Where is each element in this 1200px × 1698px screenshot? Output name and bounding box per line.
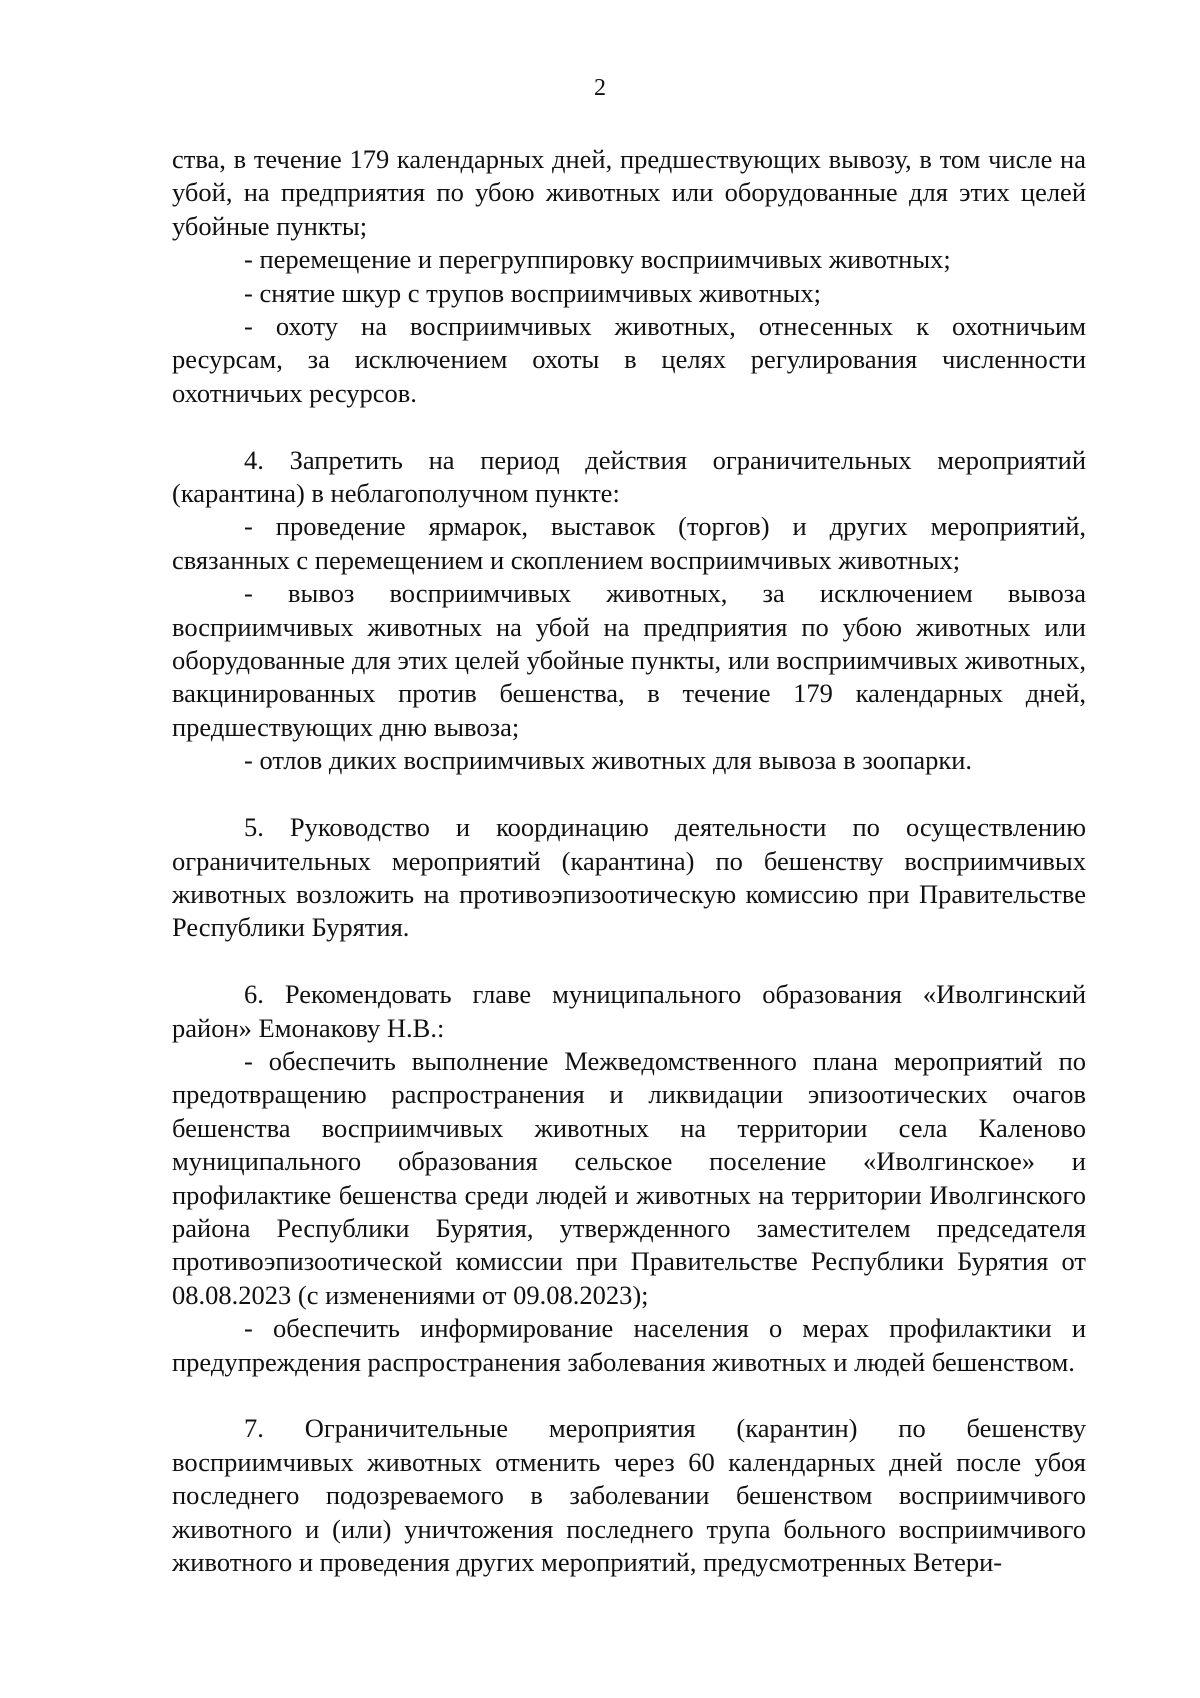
section-item-4	[172, 444, 1086, 778]
item-7-text: 7. Ограничительные мероприятия (карантин) по бешенству восприимчивых животных отменить через 60 календарных дней после убоя последнего подозреваемого в заболевании бешенством восприимчивого животного и (или) уничтожения последнего трупа больного восприимчивого животного и проведения других мероприятий, предусмотренных Ветери-	[172, 1413, 1086, 1577]
document-body	[172, 143, 1086, 1613]
section-item-6	[172, 978, 1086, 1379]
section-item-5	[172, 811, 1086, 945]
page-number: 2	[594, 75, 606, 101]
item-6-heading: 6. Рекомендовать главе муниципального образования «Иволгинский район» Емонакову Н.В.:	[172, 979, 1086, 1043]
list-item-export: - вывоз восприимчивых животных, за исключением вывоза восприимчивых животных на убой на предприятия по убою животных или оборудованные для этих целей убойные пункты, или восприимчивых животных, вакцинированных против бешенства, в течение 179 календарных дней, предшествующих дню вывоза;	[172, 578, 1086, 742]
list-item-public-information: - обеспечить информирование населения о мерах профилактики и предупреждения распространения заболевания животных и людей бешенством.	[172, 1313, 1086, 1377]
item-5-text: 5. Руководство и координацию деятельности по осуществлению ограничительных мероприятий (карантина) по бешенству восприимчивых животных возложить на противоэпизоотическую комиссию при Правительстве Республики Бурятия.	[172, 812, 1086, 943]
list-item-skinning: - снятие шкур с трупов восприимчивых животных;	[244, 277, 821, 308]
paragraph-continued-text: ства, в течение 179 календарных дней, предшествующих вывозу, в том числе на убой, на предприятия по убою животных или оборудованные для этих целей убойные пункты;	[172, 144, 1086, 241]
list-item-fairs: - проведение ярмарок, выставок (торгов) и других мероприятий, связанных с перемещением и скоплением восприимчивых животных;	[172, 511, 1086, 575]
section-item-7	[172, 1412, 1086, 1579]
list-item-relocation: - перемещение и перегруппировку восприимчивых животных;	[244, 244, 951, 275]
list-item-wild-capture: - отлов диких восприимчивых животных для вывоза в зоопарки.	[244, 745, 973, 776]
list-item-plan-execution: - обеспечить выполнение Межведомственного плана мероприятий по предотвращению распространения и ликвидации эпизоотических очагов бешенства восприимчивых животных на территории села Каленово муниципального образования сельское поселение «Иволгинское» и профилактике бешенства среди людей и животных на территории Иволгинского района Республики Бурятия, утвержденного заместителем председателя противоэпизоотической комиссии при Правительстве Республики Бурятия от 08.08.2023 (с изменениями от 09.08.2023);	[172, 1045, 1086, 1310]
item-4-heading: 4. Запретить на период действия ограничительных мероприятий (карантина) в неблагополучном пункте:	[172, 444, 1086, 509]
section-continuation-restrictions	[172, 143, 1086, 410]
list-item-hunting: - охоту на восприимчивых животных, отнесенных к охотничьим ресурсам, за исключением охоты в целях регулирования численности охотничьих ресурсов.	[172, 311, 1086, 408]
